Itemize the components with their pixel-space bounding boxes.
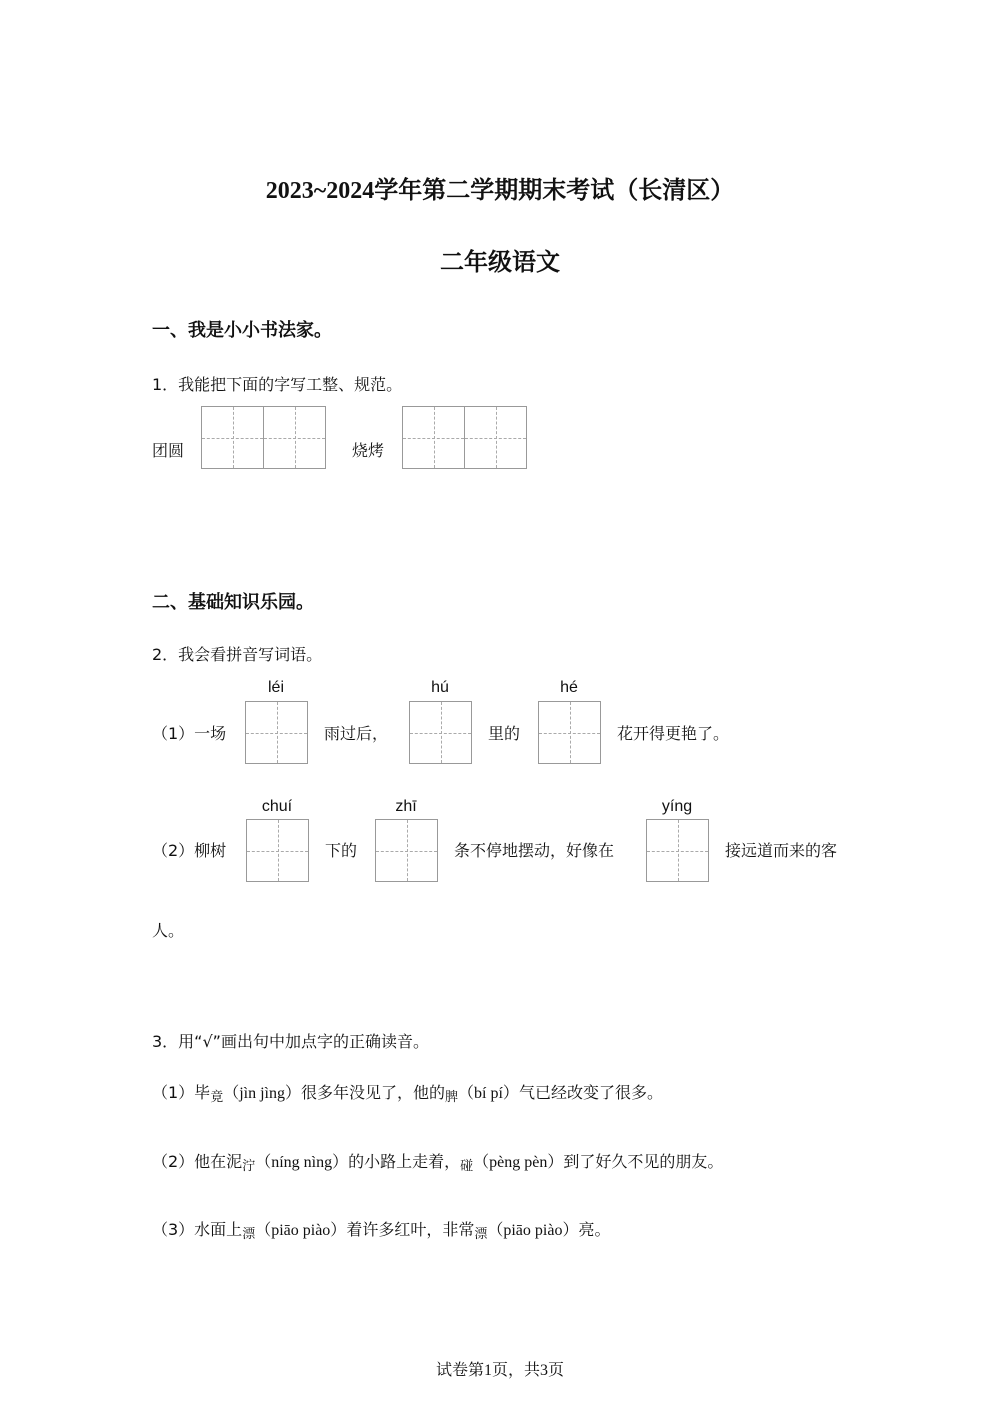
- pinyin-options[interactable]: （piāo piào）: [255, 1222, 347, 1239]
- q1-word2: 烧烤: [352, 441, 385, 460]
- exam-subtitle: 二年级语文: [440, 248, 560, 276]
- pinyin-options[interactable]: （bí pí）: [458, 1085, 519, 1102]
- dotted-char: 竟: [210, 1090, 224, 1105]
- dotted-char: 泞: [242, 1159, 256, 1174]
- writing-cell[interactable]: [246, 819, 309, 882]
- text: （3）水面上: [152, 1220, 243, 1239]
- q3-sentence-3: [152, 1217, 610, 1240]
- q2-s2-label: （2）柳树: [152, 841, 227, 860]
- writing-cell[interactable]: [263, 406, 326, 469]
- q2-s1-text3: 花开得更艳了。: [617, 724, 730, 743]
- writing-cell[interactable]: [375, 819, 438, 882]
- pinyin-options[interactable]: （pèng pèn）: [473, 1154, 564, 1171]
- writing-cell[interactable]: [402, 406, 465, 469]
- q2-s1-label: （1）一场: [152, 724, 227, 743]
- pinyin-options[interactable]: （piāo piào）: [487, 1222, 579, 1239]
- pinyin-label: hé: [560, 679, 578, 696]
- q3-prompt: 3．用“√”画出句中加点字的正确读音。: [152, 1032, 429, 1051]
- q2-s1-text1: 雨过后，: [324, 724, 389, 743]
- exam-title: 2023~2024学年第二学期期末考试（长清区）: [265, 178, 735, 204]
- writing-cell[interactable]: [409, 701, 472, 764]
- dotted-char: 漂: [474, 1227, 488, 1242]
- dotted-char: 脾: [445, 1090, 459, 1105]
- q2-s1-text2: 里的: [488, 724, 521, 743]
- text: 很多年没见了，他的: [301, 1083, 446, 1102]
- text: （2）他在泥: [152, 1152, 243, 1171]
- q2-s2-text1: 下的: [325, 841, 358, 860]
- pinyin-options[interactable]: （jìn jìng）: [223, 1085, 301, 1102]
- text: 着许多红叶，非常: [346, 1220, 475, 1239]
- writing-cell[interactable]: [201, 406, 264, 469]
- q2-prompt: 2．我会看拼音写词语。: [152, 645, 323, 664]
- section1-heading: 一、我是小小书法家。: [152, 320, 332, 341]
- writing-cell[interactable]: [538, 701, 601, 764]
- q1-word1: 团圆: [152, 441, 185, 460]
- q3-sentence-2: [152, 1149, 723, 1172]
- pinyin-label: yíng: [661, 798, 693, 815]
- text: 到了好久不见的朋友。: [563, 1152, 724, 1171]
- pinyin-label: léi: [267, 679, 284, 696]
- writing-cell[interactable]: [464, 406, 527, 469]
- pinyin-label: hú: [431, 679, 449, 696]
- text: 气已经改变了很多。: [518, 1083, 663, 1102]
- writing-cell[interactable]: [245, 701, 308, 764]
- writing-cell[interactable]: [646, 819, 709, 882]
- q2-s2-continuation: 人。: [152, 921, 185, 940]
- q2-s2-text2: 条不停地摆动，好像在: [454, 841, 615, 860]
- text: 的小路上走着，: [348, 1152, 461, 1171]
- q2-s2-text3: 接远道而来的客: [725, 841, 838, 860]
- dotted-char: 漂: [242, 1227, 256, 1242]
- page-footer: 试卷第1页，共3页: [435, 1362, 564, 1379]
- dotted-char: 碰: [460, 1159, 474, 1174]
- pinyin-label: zhī: [395, 798, 417, 815]
- q3-sentence-1: [152, 1080, 663, 1103]
- text: （1）毕: [152, 1083, 211, 1102]
- pinyin-label: chuí: [261, 798, 293, 815]
- section2-heading: 二、基础知识乐园。: [152, 592, 314, 613]
- pinyin-options[interactable]: （níng nìng）: [255, 1154, 349, 1171]
- q1-prompt: 1．我能把下面的字写工整、规范。: [152, 375, 403, 394]
- text: 亮。: [578, 1220, 611, 1239]
